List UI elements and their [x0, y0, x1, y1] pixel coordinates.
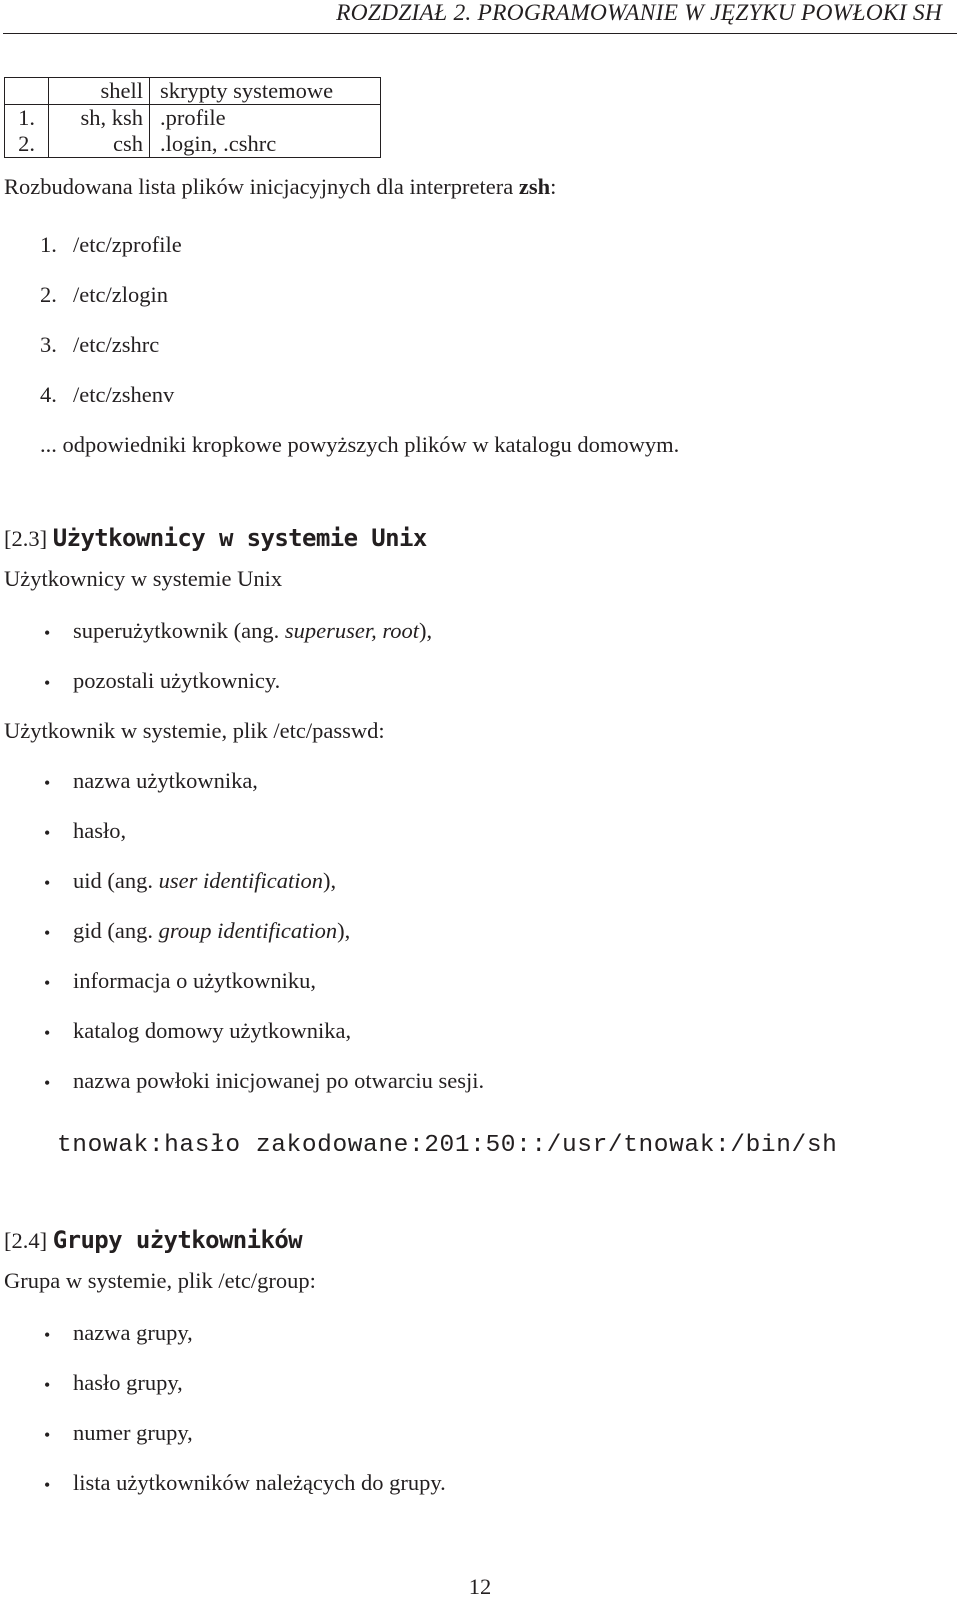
section-number: [2.4]: [4, 1228, 48, 1253]
list-item-text: nazwa grupy,: [73, 1320, 193, 1345]
list-item-text: nazwa użytkownika,: [73, 768, 258, 793]
section-title: Grupy użytkowników: [52, 1226, 303, 1254]
table-header-shell: shell: [49, 78, 150, 105]
bullet-icon: •: [44, 773, 51, 793]
list-item-text: nazwa powłoki inicjowanej po otwarciu sesji.: [73, 1068, 485, 1093]
section-heading-2-3: [4, 524, 427, 552]
section-number: [2.3]: [4, 526, 48, 551]
header-rule: [3, 33, 957, 34]
zsh-intro-text: Rozbudowana lista plików inicjacyjnych dla interpretera: [4, 174, 519, 199]
list-item-text: pozostali użytkownicy.: [73, 668, 281, 693]
list-item-text: numer grupy,: [73, 1420, 193, 1445]
list-item-number: 2.: [40, 282, 57, 307]
list-item-text-tail: ),: [337, 918, 351, 943]
zsh-intro-tail: :: [550, 174, 557, 199]
bullet-icon: •: [44, 1073, 51, 1093]
table-cell: [5, 78, 49, 105]
running-header: ROZDZIAŁ 2. PROGRAMOWANIE W JĘZYKU POWŁOKI SH: [336, 0, 942, 26]
table-cell-num: 1.: [18, 105, 35, 130]
bullet-icon: •: [44, 1023, 51, 1043]
list-item-text: katalog domowy użytkownika,: [73, 1018, 352, 1043]
table-header-scripts: skrypty systemowe: [150, 78, 381, 105]
passwd-example-line: tnowak:hasło zakodowane:201:50::/usr/tnowak:/bin/sh: [57, 1132, 838, 1159]
list-item-text-main: gid (ang.: [73, 918, 159, 943]
list-item-text: lista użytkowników należących do grupy.: [73, 1470, 446, 1495]
list-item-text: /etc/zshenv: [73, 382, 175, 407]
bullet-icon: •: [44, 1325, 51, 1345]
list-item-text: /etc/zprofile: [73, 232, 182, 257]
list-item-text-italic: user identification: [158, 868, 323, 893]
table-cell-scripts: .login, .cshrc: [160, 131, 277, 156]
list-item-text: [73, 618, 432, 644]
list-item-text: [73, 918, 350, 944]
passwd-intro: Użytkownik w systemie, plik /etc/passwd:: [4, 718, 385, 743]
list-item-number: 3.: [40, 332, 57, 357]
zsh-intro-paragraph: [4, 174, 556, 200]
bullet-icon: •: [44, 973, 51, 993]
table-row: [5, 131, 381, 158]
table-cell-shell: csh: [49, 131, 150, 158]
table-cell-num: 2.: [18, 131, 35, 156]
bullet-icon: •: [44, 1425, 51, 1445]
bullet-icon: •: [44, 623, 51, 643]
list-item-text: hasło,: [73, 818, 127, 843]
zsh-intro-bold: zsh: [518, 174, 551, 199]
table-header-row: [5, 78, 381, 105]
section-title: Użytkownicy w systemie Unix: [52, 524, 427, 552]
list-item-text-tail: ),: [322, 868, 337, 893]
zsh-note: ... odpowiedniki kropkowe powyższych plików w katalogu domowym.: [40, 432, 680, 457]
list-item-text: /etc/zlogin: [73, 282, 168, 307]
list-item-text-italic: group identification: [158, 918, 338, 943]
table-row: [5, 105, 381, 132]
bullet-icon: •: [44, 673, 51, 693]
table-cell-shell: sh, ksh: [49, 105, 150, 132]
bullet-icon: •: [44, 823, 51, 843]
bullet-icon: •: [44, 1375, 51, 1395]
list-item-text-tail: ),: [419, 618, 433, 643]
section-subtitle: Użytkownicy w systemie Unix: [4, 566, 283, 591]
list-item-text: [73, 868, 336, 894]
list-item-text-main: uid (ang.: [73, 868, 159, 893]
section-heading-2-4: [4, 1226, 302, 1254]
list-item-number: 4.: [40, 382, 57, 407]
bullet-icon: •: [44, 1475, 51, 1495]
bullet-icon: •: [44, 923, 51, 943]
list-item-number: 1.: [40, 232, 57, 257]
section-subtitle: Grupa w systemie, plik /etc/group:: [4, 1268, 316, 1293]
list-item-text: /etc/zshrc: [73, 332, 160, 357]
list-item-text-main: superużytkownik (ang.: [73, 618, 285, 643]
list-item-text: hasło grupy,: [73, 1370, 183, 1395]
list-item-text-italic: superuser, root: [284, 618, 420, 643]
bullet-icon: •: [44, 873, 51, 893]
table-cell-scripts: .profile: [160, 105, 226, 130]
page-number: 12: [468, 1574, 492, 1599]
shell-scripts-table: [4, 77, 381, 158]
list-item-text: informacja o użytkowniku,: [73, 968, 317, 993]
